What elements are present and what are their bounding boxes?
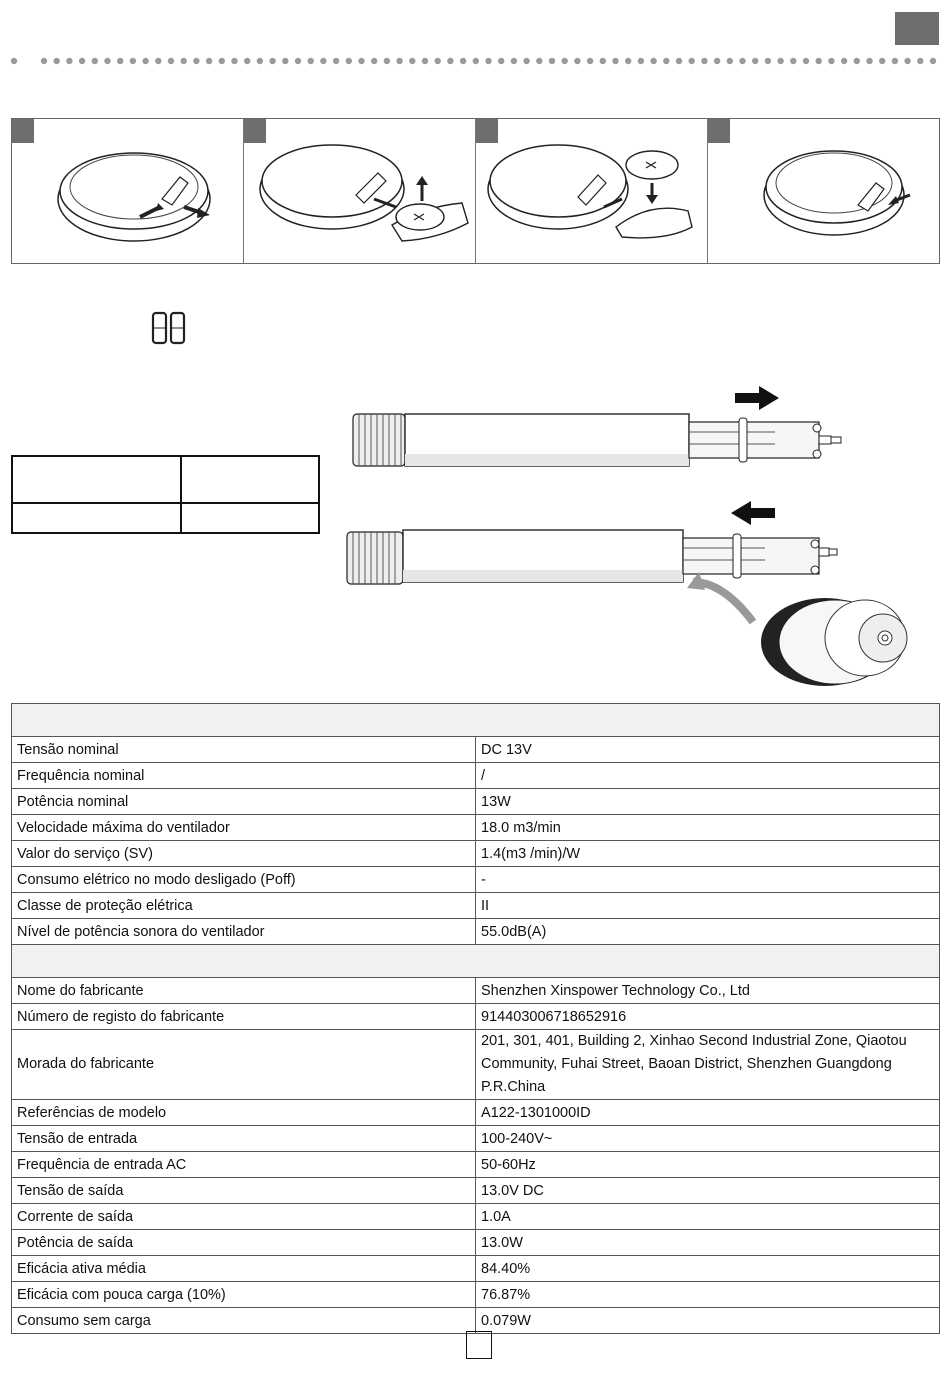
divider-dot — [117, 58, 123, 64]
spec-value: 84.40% — [476, 1256, 940, 1282]
spec-value: 18.0 m3/min — [476, 815, 940, 841]
divider-dot — [435, 58, 441, 64]
table-row — [12, 867, 940, 893]
divider-dot — [790, 58, 796, 64]
battery-remove-illustration — [244, 119, 484, 263]
spec-value: A122-1301000ID — [476, 1100, 940, 1126]
spec-label: Corrente de saída — [12, 1204, 476, 1230]
divider-dot — [752, 58, 758, 64]
divider-dot — [739, 58, 745, 64]
motor-extend-illustration — [353, 386, 841, 466]
table-row — [12, 841, 940, 867]
divider-dot — [244, 58, 250, 64]
divider-dot — [333, 58, 339, 64]
divider-dot — [650, 58, 656, 64]
divider-dot — [447, 58, 453, 64]
divider-dot — [828, 58, 834, 64]
table-row — [12, 1126, 940, 1152]
table-divider-vertical — [180, 457, 182, 532]
divider-dot — [41, 58, 47, 64]
table-row — [12, 1100, 940, 1126]
spec-value: 76.87% — [476, 1282, 940, 1308]
divider-dot — [422, 58, 428, 64]
divider-dot — [295, 58, 301, 64]
divider-dot — [346, 58, 352, 64]
table-row — [12, 815, 940, 841]
divider-dot — [206, 58, 212, 64]
divider-dot — [92, 58, 98, 64]
empty-info-table — [11, 455, 320, 534]
battery-cover-remove-illustration — [12, 119, 244, 263]
divider-dot — [257, 58, 263, 64]
divider-dot — [473, 58, 479, 64]
divider-dot — [777, 58, 783, 64]
battery-steps-panel — [11, 118, 940, 264]
divider-dot — [371, 58, 377, 64]
table-row — [12, 737, 940, 763]
divider-dot — [485, 58, 491, 64]
table-row — [12, 1152, 940, 1178]
divider-dot — [587, 58, 593, 64]
divider-dot — [562, 58, 568, 64]
step-1 — [12, 119, 244, 263]
divider-dot — [930, 58, 936, 64]
divider-dot — [854, 58, 860, 64]
divider-dot — [689, 58, 695, 64]
divider-dot — [155, 58, 161, 64]
divider-dot — [816, 58, 822, 64]
divider-dot — [714, 58, 720, 64]
battery-insert-illustration — [476, 119, 708, 263]
battery-cover-close-illustration — [708, 119, 932, 263]
divider-dot — [358, 58, 364, 64]
divider-dot — [841, 58, 847, 64]
table-row — [12, 763, 940, 789]
divider-dot — [511, 58, 517, 64]
spec-label: Eficácia com pouca carga (10%) — [12, 1282, 476, 1308]
table-row — [12, 978, 940, 1004]
divider-dot — [219, 58, 225, 64]
divider-dot — [104, 58, 110, 64]
table-row — [12, 1030, 940, 1100]
divider-dot — [676, 58, 682, 64]
divider-dot — [308, 58, 314, 64]
divider-dot — [765, 58, 771, 64]
divider-dot — [574, 58, 580, 64]
table-row — [12, 1204, 940, 1230]
divider-dot — [54, 58, 60, 64]
step-4 — [708, 119, 939, 263]
divider-dot — [396, 58, 402, 64]
spec-value: 201, 301, 401, Building 2, Xinhao Second Industrial Zone, Qiaotou Community, Fuhai Street, Baoan District, Shenzhen Guangdong P.R.China — [476, 1030, 940, 1100]
divider-dot — [549, 58, 555, 64]
table-row — [12, 789, 940, 815]
spec-value: 55.0dB(A) — [476, 919, 940, 945]
divider-dot — [320, 58, 326, 64]
spec-label: Valor do serviço (SV) — [12, 841, 476, 867]
spec-value: 13W — [476, 789, 940, 815]
divider-dot — [803, 58, 809, 64]
divider-dot — [11, 58, 17, 64]
divider-dot — [66, 58, 72, 64]
divider-dot — [523, 58, 529, 64]
table-divider-horizontal — [13, 502, 318, 504]
section-header-cell — [12, 704, 940, 737]
divider-dot — [701, 58, 707, 64]
divider-dot — [498, 58, 504, 64]
spec-label: Consumo sem carga — [12, 1308, 476, 1334]
spec-label: Tensão de saída — [12, 1178, 476, 1204]
spec-value: 1.4(m3 /min)/W — [476, 841, 940, 867]
spec-label: Velocidade máxima do ventilador — [12, 815, 476, 841]
spec-label: Frequência nominal — [12, 763, 476, 789]
divider-dot — [269, 58, 275, 64]
page-number-box — [466, 1331, 492, 1359]
motor-retract-illustration — [347, 501, 837, 622]
table-row — [12, 1282, 940, 1308]
spec-value: 0.079W — [476, 1308, 940, 1334]
section-header-row — [12, 945, 940, 978]
divider-dot — [663, 58, 669, 64]
table-row — [12, 1256, 940, 1282]
step-2 — [244, 119, 476, 263]
divider-dot — [625, 58, 631, 64]
divider-dot — [600, 58, 606, 64]
spec-label: Eficácia ativa média — [12, 1256, 476, 1282]
table-row — [12, 1004, 940, 1030]
divider-dot — [866, 58, 872, 64]
spec-value: 914403006718652916 — [476, 1004, 940, 1030]
divider-dot — [536, 58, 542, 64]
spec-value: 13.0W — [476, 1230, 940, 1256]
step-3 — [476, 119, 708, 263]
divider-dot — [638, 58, 644, 64]
seven-segment-display-icon — [150, 310, 188, 346]
divider-dot — [282, 58, 288, 64]
divider-dot — [168, 58, 174, 64]
spec-label: Potência nominal — [12, 789, 476, 815]
spec-value: II — [476, 893, 940, 919]
divider-dot — [460, 58, 466, 64]
spec-value: DC 13V — [476, 737, 940, 763]
spec-value: 1.0A — [476, 1204, 940, 1230]
divider-dot — [181, 58, 187, 64]
spec-value: 100-240V~ — [476, 1126, 940, 1152]
divider-dot — [879, 58, 885, 64]
spec-label: Nome do fabricante — [12, 978, 476, 1004]
divider-dot — [79, 58, 85, 64]
spec-value: 13.0V DC — [476, 1178, 940, 1204]
table-row — [12, 1178, 940, 1204]
spec-label: Tensão nominal — [12, 737, 476, 763]
section-header-row — [12, 704, 940, 737]
spec-value: 50-60Hz — [476, 1152, 940, 1178]
divider-dot — [904, 58, 910, 64]
spec-label: Referências de modelo — [12, 1100, 476, 1126]
motor-end-detail-illustration — [761, 598, 907, 686]
spec-label: Classe de proteção elétrica — [12, 893, 476, 919]
divider-dot — [612, 58, 618, 64]
divider-dot — [231, 58, 237, 64]
spec-label: Morada do fabricante — [12, 1030, 476, 1100]
spec-value: - — [476, 867, 940, 893]
divider-dot — [142, 58, 148, 64]
divider-dot — [130, 58, 136, 64]
table-row — [12, 919, 940, 945]
spec-label: Nível de potência sonora do ventilador — [12, 919, 476, 945]
divider-dot — [384, 58, 390, 64]
divider-dot — [727, 58, 733, 64]
divider-dot — [892, 58, 898, 64]
dotted-divider — [10, 56, 942, 66]
divider-dot — [917, 58, 923, 64]
table-row — [12, 1308, 940, 1334]
divider-dot — [409, 58, 415, 64]
spec-label: Consumo elétrico no modo desligado (Poff) — [12, 867, 476, 893]
table-row — [12, 1230, 940, 1256]
spec-value: / — [476, 763, 940, 789]
spec-label: Número de registo do fabricante — [12, 1004, 476, 1030]
spec-label: Frequência de entrada AC — [12, 1152, 476, 1178]
spec-label: Tensão de entrada — [12, 1126, 476, 1152]
page-corner-tab — [895, 12, 939, 45]
divider-dot — [193, 58, 199, 64]
motor-assembly-illustration — [335, 380, 925, 690]
spec-label: Potência de saída — [12, 1230, 476, 1256]
table-row — [12, 893, 940, 919]
section-header-cell — [12, 945, 940, 978]
spec-value: Shenzhen Xinspower Technology Co., Ltd — [476, 978, 940, 1004]
specifications-table — [11, 703, 940, 1334]
